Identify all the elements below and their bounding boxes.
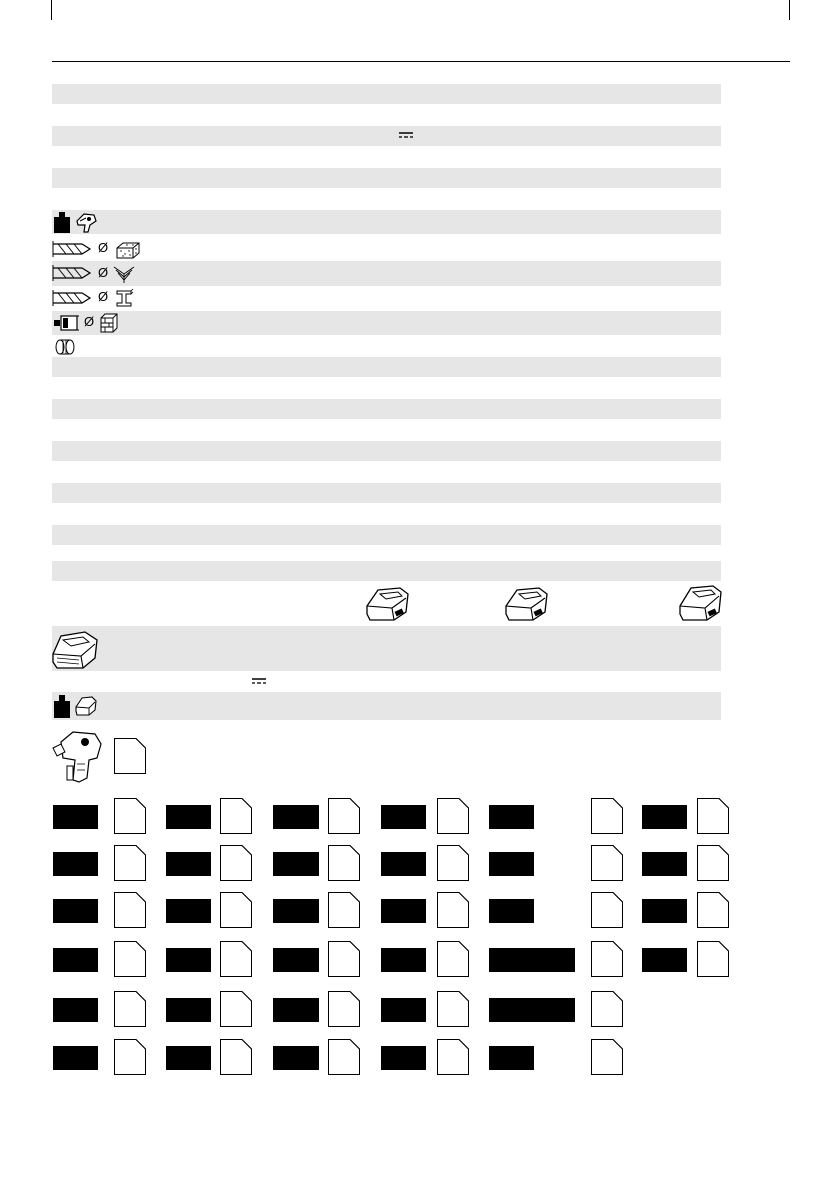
language-label — [53, 852, 98, 876]
spec-row-11 — [52, 399, 721, 419]
header-rule — [52, 61, 790, 62]
drill-bit-steel-icon — [52, 289, 96, 307]
language-label — [166, 998, 211, 1022]
document-page-icon[interactable] — [697, 892, 729, 928]
language-label — [489, 852, 534, 876]
language-label — [273, 998, 319, 1022]
document-page-icon[interactable] — [114, 845, 146, 881]
document-page-icon[interactable] — [114, 892, 146, 928]
language-label — [53, 1046, 98, 1070]
concrete-material-icon — [115, 241, 141, 259]
hammer-drill-icon — [51, 728, 103, 784]
document-page-icon[interactable] — [591, 845, 623, 881]
language-label — [273, 948, 319, 972]
language-label — [273, 1046, 319, 1070]
battery-pack-icon — [364, 584, 410, 624]
language-label — [166, 948, 211, 972]
weight-row — [52, 210, 721, 234]
wood-material-icon — [113, 264, 135, 284]
chuck-icon — [54, 338, 76, 356]
document-page-icon[interactable] — [437, 991, 469, 1027]
document-page-icon[interactable] — [220, 991, 252, 1027]
spec-row-15 — [52, 561, 721, 581]
document-page-icon[interactable] — [328, 845, 360, 881]
battery-pack-icon — [503, 584, 549, 624]
document-page-icon[interactable] — [591, 798, 623, 834]
weight-icon — [53, 211, 71, 233]
language-label — [381, 805, 426, 829]
diameter-symbol: Ø — [98, 289, 109, 304]
document-page-icon[interactable] — [328, 991, 360, 1027]
document-page-icon[interactable] — [114, 991, 146, 1027]
language-label — [53, 899, 98, 923]
diameter-symbol: Ø — [84, 314, 95, 329]
document-page-icon[interactable] — [437, 892, 469, 928]
language-label — [642, 948, 687, 972]
drill-bit-concrete-icon — [52, 240, 96, 258]
document-page-icon[interactable] — [437, 845, 469, 881]
language-label — [489, 805, 534, 829]
spec-row-13 — [52, 483, 721, 503]
document-page-icon[interactable] — [220, 845, 252, 881]
document-page-icon[interactable] — [437, 798, 469, 834]
language-label — [489, 899, 534, 923]
document-page-icon[interactable] — [328, 941, 360, 977]
direct-current-icon — [398, 131, 414, 139]
masonry-material-icon — [99, 313, 119, 333]
battery-small-icon — [74, 695, 98, 717]
language-label — [273, 852, 319, 876]
battery-pack-large-icon — [51, 628, 99, 670]
language-label — [489, 1046, 534, 1070]
document-page-icon — [114, 738, 146, 774]
document-page-icon[interactable] — [220, 798, 252, 834]
document-page-icon[interactable] — [220, 1039, 252, 1075]
document-page-icon[interactable] — [328, 892, 360, 928]
language-label — [381, 899, 426, 923]
document-page-icon[interactable] — [591, 941, 623, 977]
language-label — [642, 805, 687, 829]
document-page-icon[interactable] — [114, 798, 146, 834]
document-page-icon[interactable] — [114, 1039, 146, 1075]
battery-row — [52, 626, 721, 671]
spec-row-14 — [52, 525, 721, 545]
core-bit-icon — [53, 313, 81, 333]
document-page-icon[interactable] — [697, 845, 729, 881]
spec-row-3 — [52, 168, 721, 188]
document-page-icon[interactable] — [591, 1039, 623, 1075]
spec-row-12 — [52, 441, 721, 461]
crop-mark-right — [789, 0, 790, 20]
steel-beam-icon — [114, 288, 134, 308]
language-label — [489, 998, 575, 1022]
language-label — [53, 998, 98, 1022]
document-page-icon[interactable] — [220, 892, 252, 928]
battery-weight-row — [52, 692, 721, 720]
language-label — [166, 1046, 211, 1070]
document-page-icon[interactable] — [697, 798, 729, 834]
diameter-symbol: Ø — [98, 240, 109, 255]
language-label — [381, 998, 426, 1022]
document-page-icon[interactable] — [591, 892, 623, 928]
language-label — [166, 852, 211, 876]
drill-bit-wood-icon — [52, 264, 96, 282]
document-page-icon[interactable] — [114, 941, 146, 977]
language-label — [53, 805, 98, 829]
document-page-icon[interactable] — [328, 1039, 360, 1075]
language-label — [642, 852, 687, 876]
language-label — [273, 805, 319, 829]
document-page-icon[interactable] — [697, 941, 729, 977]
language-label — [273, 899, 319, 923]
battery-pack-icon — [677, 582, 723, 624]
drill-wood-row — [52, 261, 721, 286]
document-page-icon[interactable] — [591, 991, 623, 1027]
language-label — [53, 948, 98, 972]
direct-current-icon — [251, 677, 267, 685]
crop-mark-left — [51, 0, 52, 20]
spec-row-1 — [52, 84, 721, 104]
document-page-icon[interactable] — [437, 1039, 469, 1075]
document-page-icon[interactable] — [437, 941, 469, 977]
spec-row-10 — [52, 357, 721, 377]
language-label — [381, 852, 426, 876]
diameter-symbol: Ø — [98, 265, 109, 280]
language-label — [489, 948, 575, 972]
language-label — [166, 899, 211, 923]
drill-concrete-row — [52, 238, 721, 260]
weight-icon — [53, 694, 71, 718]
core-bit-masonry-row — [52, 311, 721, 335]
language-label — [381, 948, 426, 972]
language-label — [642, 899, 687, 923]
hammer-drill-small-icon — [74, 211, 98, 233]
document-page-icon[interactable] — [328, 798, 360, 834]
document-page-icon[interactable] — [220, 941, 252, 977]
language-label — [166, 805, 211, 829]
language-label — [381, 1046, 426, 1070]
spec-row-2-dc — [52, 126, 721, 146]
